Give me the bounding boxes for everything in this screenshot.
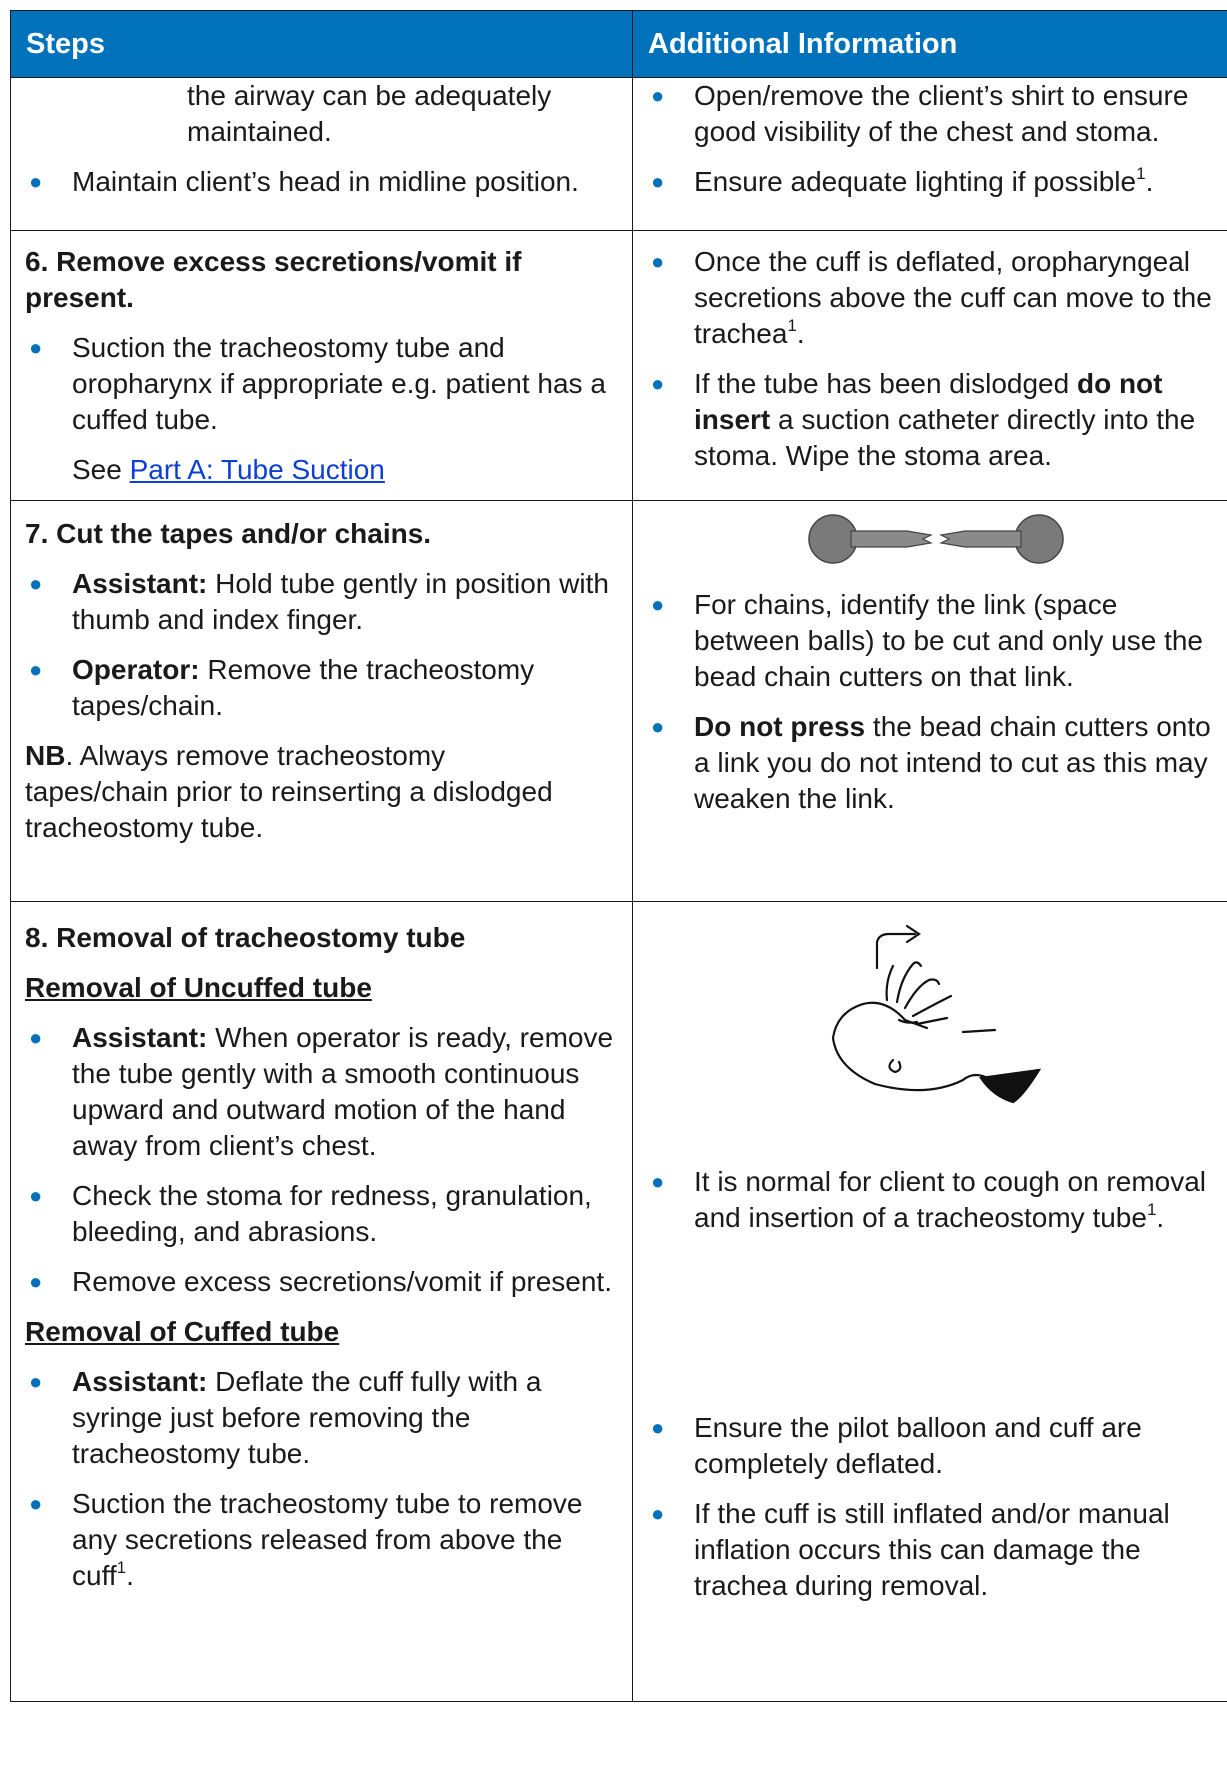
- column-header-info: Additional Information: [633, 11, 1227, 78]
- info-cell: [633, 78, 1227, 231]
- bullet-icon: ●: [651, 1415, 665, 1440]
- steps-cell: [11, 78, 633, 231]
- list-item: ● Do not press the bead chain cutters onto a link you do not intend to cut as this may weaken the link.: [647, 709, 1213, 817]
- list-item: ● Maintain client’s head in midline position.: [25, 164, 618, 200]
- bullet-icon: ●: [651, 592, 665, 617]
- see-reference: See Part A: Tube Suction: [72, 454, 385, 485]
- bullet-icon: ●: [651, 83, 665, 108]
- bullet-icon: ●: [29, 1369, 43, 1394]
- bullet-icon: ●: [29, 1183, 43, 1208]
- bullet-icon: ●: [651, 169, 665, 194]
- list-item: ● If the cuff is still inflated and/or manual inflation occurs this can damage the trachea during removal.: [647, 1496, 1213, 1604]
- list-item: ● It is normal for client to cough on removal and insertion of a tracheostomy tube$^1$.: [647, 1164, 1213, 1236]
- subheading-uncuffed: Removal of Uncuffed tube: [25, 972, 372, 1003]
- bullet-icon: ●: [29, 571, 43, 596]
- info-cell: [633, 231, 1227, 501]
- bullet-icon: ●: [29, 1025, 43, 1050]
- bullet-icon: ●: [651, 1169, 665, 1194]
- step-heading: 8. Removal of tracheostomy tube: [25, 922, 466, 953]
- list-item: ● Assistant: Hold tube gently in position with thumb and index finger.: [25, 566, 618, 638]
- table-row-step-5: [11, 78, 1227, 231]
- steps-cell: [11, 501, 633, 902]
- list-item: ● Suction the tracheostomy tube to remove any secretions released from above the cuff$^1$.: [25, 1486, 618, 1594]
- list-item: ● Open/remove the client’s shirt to ensure good visibility of the chest and stoma.: [647, 78, 1213, 150]
- list-item: ● If the tube has been dislodged do not insert a suction catheter directly into the stoma. Wipe the stoma area.: [647, 366, 1213, 474]
- bullet-icon: ●: [651, 1501, 665, 1526]
- column-header-steps: Steps: [11, 11, 633, 78]
- steps-cell: [11, 231, 633, 501]
- bullet-icon: ●: [29, 1269, 43, 1294]
- step-heading: 6. Remove excess secretions/vomit if present.: [25, 246, 522, 313]
- table-row-step-6: [11, 231, 1227, 501]
- procedure-table: [10, 10, 1227, 1702]
- bullet-icon: ●: [29, 1491, 43, 1516]
- procedure-page: [10, 10, 1227, 1771]
- list-item: ● Suction the tracheostomy tube and oropharynx if appropriate e.g. patient has a cuffed tube.: [25, 330, 618, 438]
- bullet-icon: ●: [29, 169, 43, 194]
- bead-chain-illustration-icon: [807, 513, 1213, 565]
- list-item: ● Check the stoma for redness, granulation, bleeding, and abrasions.: [25, 1178, 618, 1250]
- bullet-icon: ●: [29, 657, 43, 682]
- bullet-icon: ●: [651, 714, 665, 739]
- subheading-cuffed: Removal of Cuffed tube: [25, 1316, 340, 1347]
- list-item: ● Assistant: When operator is ready, remove the tube gently with a smooth continuous upward and outward motion of the hand away from client’s chest.: [25, 1020, 618, 1164]
- part-a-tube-suction-link[interactable]: Part A: Tube Suction: [129, 454, 385, 485]
- step-heading: 7. Cut the tapes and/or chains.: [25, 518, 432, 549]
- list-item: ● For chains, identify the link (space between balls) to be cut and only use the bead chain cutters on that link.: [647, 587, 1213, 695]
- steps-cell: [11, 902, 633, 1702]
- tube-removal-illustration-icon: [767, 920, 1213, 1120]
- bullet-icon: ●: [29, 335, 43, 360]
- indented-continuation: the airway can be adequately maintained.: [187, 80, 552, 147]
- info-cell: [633, 501, 1227, 902]
- list-item: ● Ensure the pilot balloon and cuff are completely deflated.: [647, 1410, 1213, 1482]
- list-item: ● Ensure adequate lighting if possible$^1$.: [647, 164, 1213, 200]
- table-header-row: [11, 11, 1227, 78]
- info-cell: [633, 902, 1227, 1702]
- table-row-step-7: [11, 501, 1227, 902]
- list-item: ● Once the cuff is deflated, oropharyngeal secretions above the cuff can move to the trachea$^1$.: [647, 244, 1213, 352]
- table-row-step-8: [11, 902, 1227, 1702]
- bullet-icon: ●: [651, 249, 665, 274]
- bullet-icon: ●: [651, 371, 665, 396]
- list-item: ● Operator: Remove the tracheostomy tapes/chain.: [25, 652, 618, 724]
- list-item: ● Assistant: Deflate the cuff fully with a syringe just before removing the tracheostomy tube.: [25, 1364, 618, 1472]
- list-item: ● Remove excess secretions/vomit if present.: [25, 1264, 618, 1300]
- nb-note: NB. Always remove tracheostomy tapes/chain prior to reinserting a dislodged tracheostomy tube.: [25, 740, 553, 843]
